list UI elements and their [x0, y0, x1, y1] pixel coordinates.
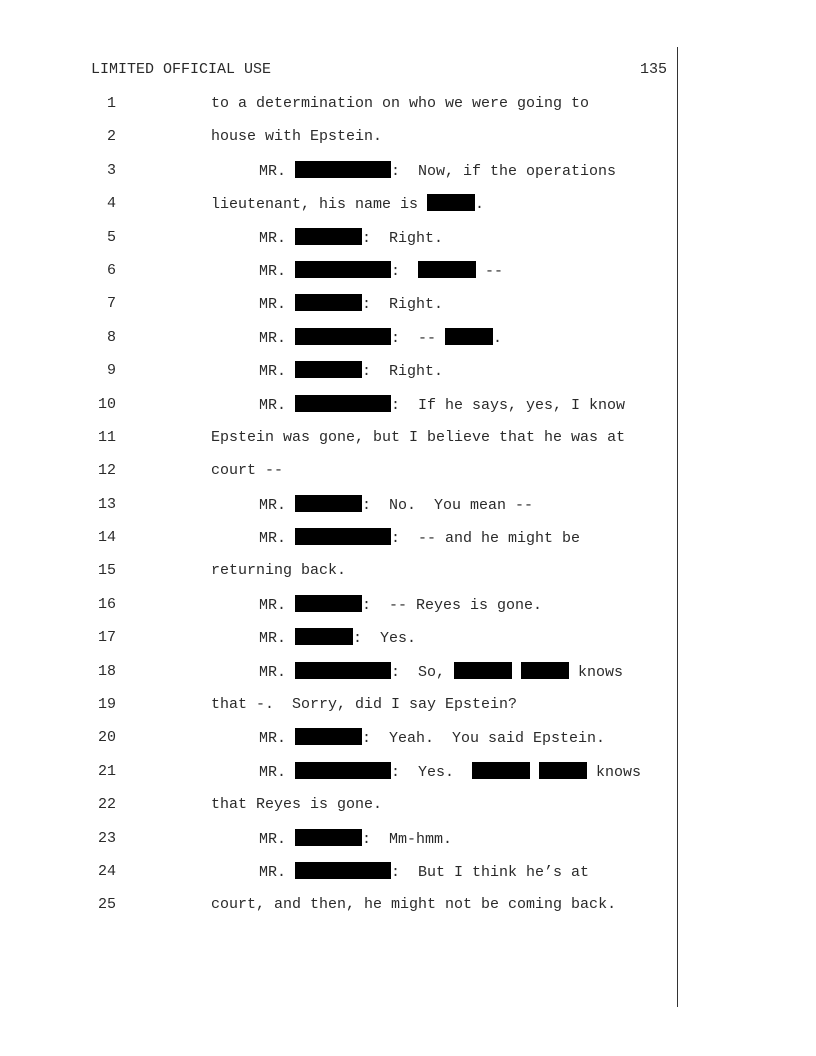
- text-segment: MR.: [259, 229, 296, 247]
- redaction-block: [445, 328, 493, 345]
- text-segment: : Yeah. You said Epstein.: [362, 730, 606, 748]
- line-number: 1: [106, 95, 116, 112]
- line-number: 3: [106, 161, 116, 179]
- text-segment: : If he says, yes, I know: [391, 396, 626, 414]
- text-segment: : Yes.: [353, 630, 417, 648]
- text-segment: that Reyes is gone.: [211, 796, 383, 814]
- redaction-block: [295, 862, 391, 879]
- redaction-block: [295, 361, 362, 378]
- text-segment: MR.: [259, 363, 296, 381]
- text-segment: court --: [211, 462, 284, 480]
- redaction-block: [295, 662, 391, 679]
- text-segment: .: [493, 329, 503, 347]
- text-segment: court, and then, he might not be coming back.: [211, 896, 617, 914]
- redaction-block: [472, 762, 530, 779]
- text-segment: knows: [587, 763, 642, 781]
- line-text: [211, 695, 517, 715]
- line-number: 8: [106, 328, 116, 346]
- text-segment: : So,: [391, 663, 455, 681]
- transcript-line: [0, 494, 816, 527]
- text-segment: MR.: [259, 863, 296, 881]
- text-segment: [530, 764, 539, 781]
- line-number: 21: [97, 762, 116, 780]
- redaction-block: [295, 161, 391, 178]
- line-text: [211, 461, 283, 481]
- text-segment: MR.: [259, 396, 296, 414]
- line-text: [211, 94, 589, 114]
- text-segment: : Now, if the operations: [391, 162, 617, 180]
- line-number: 16: [97, 595, 116, 613]
- text-segment: MR.: [259, 162, 296, 180]
- line-text: [259, 161, 616, 182]
- line-text: [259, 862, 589, 883]
- redaction-block: [295, 829, 362, 846]
- text-segment: MR.: [259, 663, 296, 681]
- text-segment: to a determination on who we were going to: [211, 95, 590, 112]
- line-text: [259, 361, 443, 382]
- line-text: [211, 561, 346, 581]
- text-segment: --: [476, 262, 504, 280]
- redaction-block: [295, 228, 362, 245]
- text-segment: : -- Reyes is gone.: [362, 596, 543, 614]
- line-number: 2: [106, 128, 116, 146]
- text-segment: :: [391, 262, 419, 280]
- line-text: [259, 261, 503, 282]
- text-segment: lieutenant, his name is: [211, 196, 428, 214]
- text-segment: MR.: [259, 830, 296, 848]
- line-text: [259, 395, 625, 416]
- text-segment: MR.: [259, 530, 296, 548]
- redaction-block: [295, 762, 391, 779]
- transcript-line: [0, 394, 816, 427]
- line-text: [259, 662, 623, 683]
- text-segment: knows: [569, 663, 624, 681]
- line-number: 20: [97, 729, 116, 747]
- text-segment: MR.: [259, 630, 296, 648]
- line-number: 19: [97, 696, 116, 714]
- transcript-line: [0, 694, 816, 727]
- transcript-line: [0, 327, 816, 360]
- transcript-line: [0, 794, 816, 827]
- line-text: [211, 795, 382, 815]
- redaction-block: [295, 294, 362, 311]
- line-text: [259, 595, 542, 616]
- line-text: [259, 294, 443, 315]
- transcript-line: [0, 828, 816, 861]
- line-number: 6: [106, 261, 116, 279]
- text-segment: returning back.: [211, 562, 347, 580]
- line-text: [259, 762, 641, 783]
- transcript-line: [0, 227, 816, 260]
- text-segment: that -. Sorry, did I say Epstein?: [211, 696, 518, 714]
- text-segment: : Yes.: [391, 763, 473, 781]
- line-number: 22: [97, 796, 116, 814]
- line-text: [259, 228, 443, 249]
- transcript-line: [0, 160, 816, 193]
- text-segment: Epstein was gone, but I believe that he was at: [211, 428, 626, 446]
- line-number: 5: [106, 228, 116, 246]
- line-text: [259, 495, 533, 516]
- redaction-block: [295, 728, 362, 745]
- redaction-block: [295, 595, 362, 612]
- text-segment: MR.: [259, 496, 296, 514]
- line-number: 14: [97, 529, 116, 547]
- redaction-block: [295, 328, 391, 345]
- text-segment: : Right.: [362, 229, 444, 247]
- text-segment: MR.: [259, 730, 296, 748]
- text-segment: house with Epstein.: [211, 128, 383, 146]
- transcript-line: [0, 460, 816, 493]
- text-segment: : --: [391, 329, 446, 347]
- redaction-block: [427, 194, 475, 211]
- redaction-block: [521, 662, 569, 679]
- line-number: 25: [97, 896, 116, 914]
- line-number: 23: [97, 829, 116, 847]
- transcript-line: [0, 360, 816, 393]
- transcript-line: [0, 293, 816, 326]
- text-segment: : Right.: [362, 363, 444, 381]
- transcript-line: [0, 861, 816, 894]
- text-segment: MR.: [259, 596, 296, 614]
- redaction-block: [539, 762, 587, 779]
- line-number: 12: [97, 462, 116, 480]
- redaction-block: [295, 261, 391, 278]
- line-number: 9: [106, 362, 116, 380]
- transcript-line: [0, 727, 816, 760]
- page-header: [91, 61, 667, 81]
- text-segment: : But I think he’s at: [391, 863, 590, 881]
- line-number: 24: [97, 862, 116, 880]
- redaction-block: [295, 495, 362, 512]
- text-segment: : Mm-hmm.: [362, 830, 453, 848]
- text-segment: MR.: [259, 763, 296, 781]
- transcript-line: [0, 627, 816, 660]
- line-text: [211, 194, 484, 215]
- line-number: 15: [97, 562, 116, 580]
- line-text: [259, 829, 452, 850]
- redaction-block: [418, 261, 476, 278]
- transcript-line: [0, 894, 816, 927]
- text-segment: MR.: [259, 296, 296, 314]
- line-text: [259, 628, 416, 649]
- line-number: 18: [97, 662, 116, 680]
- line-text: [211, 428, 625, 448]
- redaction-block: [295, 628, 353, 645]
- line-text: [259, 728, 605, 749]
- text-segment: : -- and he might be: [391, 530, 581, 548]
- transcript-line: [0, 193, 816, 226]
- transcript-line: [0, 594, 816, 627]
- redaction-block: [295, 395, 391, 412]
- text-segment: : No. You mean --: [362, 496, 534, 514]
- transcript-line: [0, 661, 816, 694]
- line-number: 13: [97, 495, 116, 513]
- text-segment: [512, 664, 521, 681]
- line-text: [211, 895, 616, 915]
- line-text: [259, 528, 580, 549]
- transcript-line: [0, 260, 816, 293]
- redaction-block: [454, 662, 512, 679]
- text-segment: : Right.: [362, 296, 444, 314]
- text-segment: MR.: [259, 262, 296, 280]
- line-number: 11: [97, 428, 116, 446]
- transcript-line: [0, 527, 816, 560]
- transcript-line: [0, 427, 816, 460]
- line-number: 17: [97, 629, 116, 647]
- transcript-body: [0, 93, 816, 928]
- page-number: 135: [639, 61, 667, 78]
- text-segment: MR.: [259, 329, 296, 347]
- text-segment: .: [475, 196, 485, 214]
- transcript-line: [0, 761, 816, 794]
- line-number: 10: [97, 395, 116, 413]
- line-number: 4: [106, 195, 116, 213]
- classification-label: LIMITED OFFICIAL USE: [91, 61, 272, 78]
- transcript-line: [0, 126, 816, 159]
- line-number: 7: [106, 295, 116, 313]
- transcript-line: [0, 93, 816, 126]
- line-text: [211, 127, 382, 147]
- line-text: [259, 328, 502, 349]
- transcript-line: [0, 560, 816, 593]
- redaction-block: [295, 528, 391, 545]
